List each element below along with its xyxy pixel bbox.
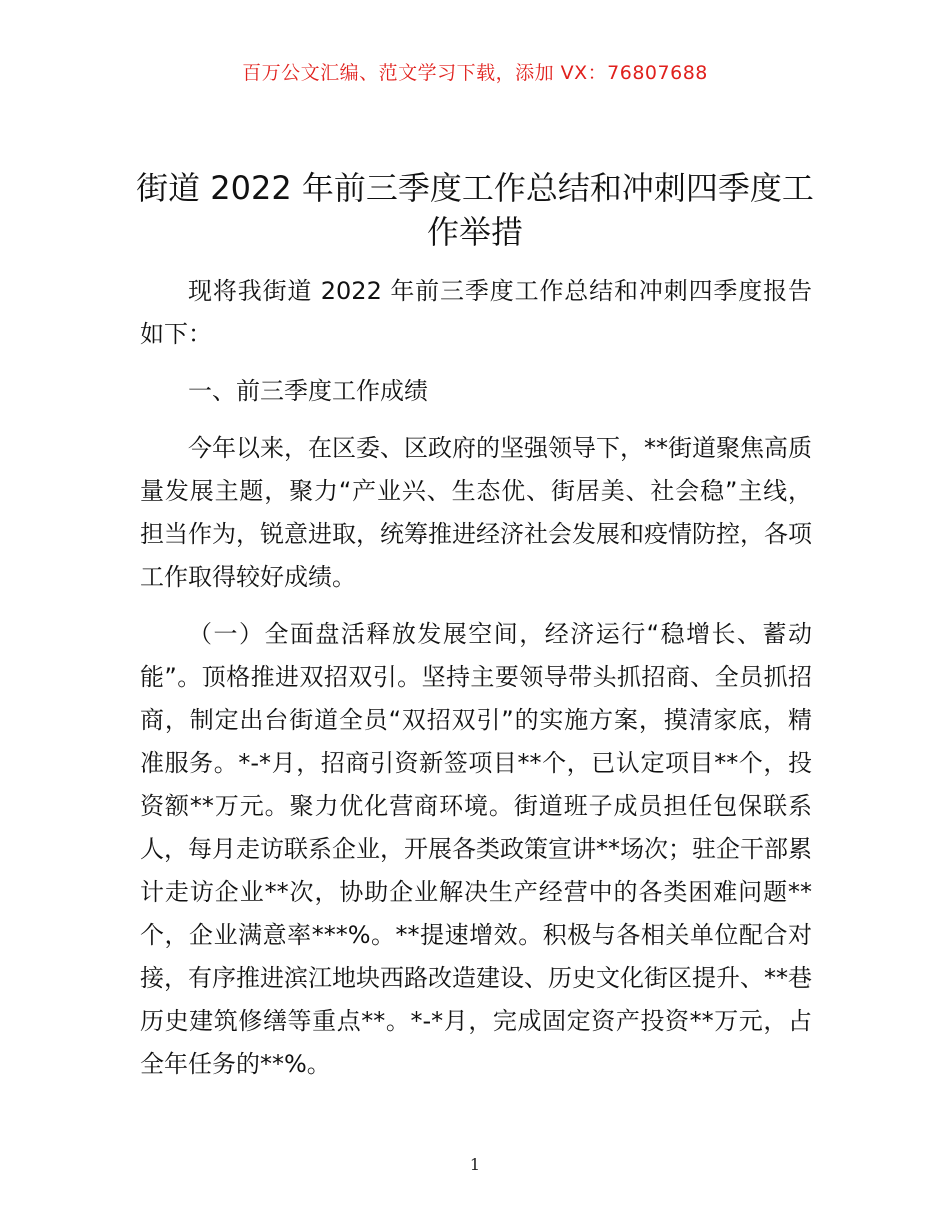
section-heading: 一、前三季度工作成绩: [188, 377, 428, 405]
paragraph-summary: 今年以来，在区委、区政府的坚强领导下，**街道聚焦高质量发展主题，聚力“产业兴、生态优、街居美、社会稳”主线，担当作为，锐意进取，统筹推进经济社会发展和疫情防控，各项工作取得较好成绩。: [140, 434, 812, 591]
paragraph-intro: 现将我街道 2022 年前三季度工作总结和冲刺四季度报告如下：: [140, 277, 812, 348]
paragraph-item-one: （一）全面盘活释放发展空间，经济运行“稳增长、蓄动能”。顶格推进双招双引。坚持主要领导带头抓招商、全员抓招商，制定出台街道全员“双招双引”的实施方案，摸清家底，精准服务。*-*月，招商引资新签项目**个，已认定项目**个，投资额**万元。聚力优化营商环境。街道班子成员担任包保联系人，每月走访联系企业，开展各类政策宣讲**场次；驻企干部累计走访企业**次，协助企业解决生产经营中的各类困难问题**个，企业满意率***%。**提速增效。积极与各相关单位配合对接，有序推进滨江地块西路改造建设、历史文化街区提升、**巷历史建筑修缮等重点**。*-*月，完成固定资产投资**万元，占全年任务的**%。: [140, 620, 812, 1078]
document-body: [140, 270, 812, 1100]
document-title: 街道 2022 年前三季度工作总结和冲刺四季度工作举措: [136, 169, 814, 251]
page-number: 1: [469, 1155, 481, 1174]
header-note: 百万公文汇编、范文学习下载，添加 VX：76807688: [242, 62, 708, 84]
